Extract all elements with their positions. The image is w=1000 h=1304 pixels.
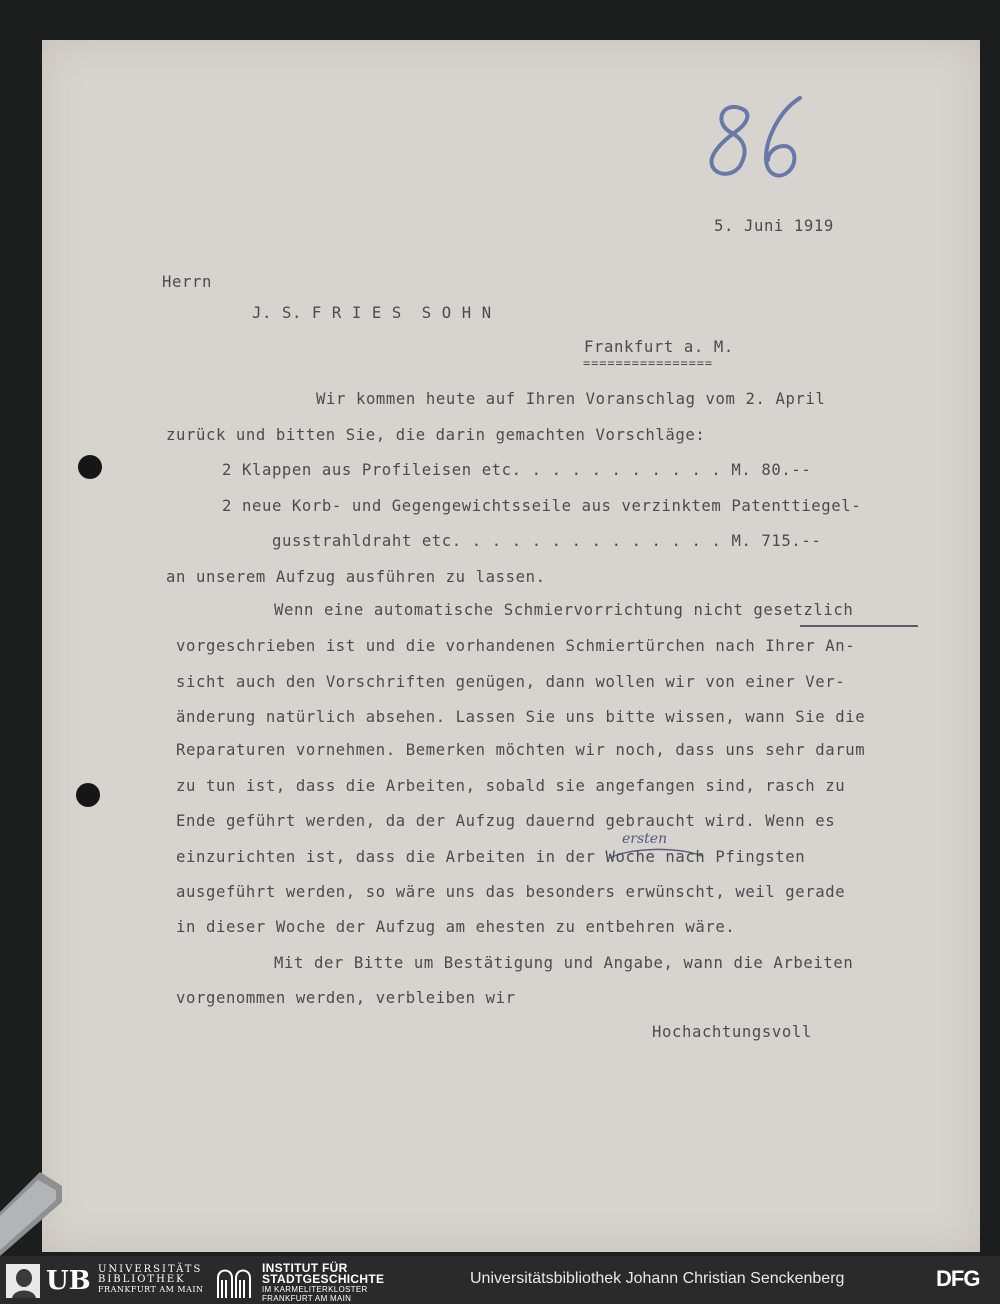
closing-phrase: Hochachtungsvoll <box>652 1023 812 1041</box>
isg-logo[interactable] <box>214 1261 399 1303</box>
footer-bar <box>0 1256 1000 1304</box>
handwritten-insert: ersten <box>622 831 668 847</box>
salutation: Herrn <box>162 273 212 291</box>
item-line-2: 2 neue Korb- und Gegengewichtsseile aus verzinktem Patenttiegel- <box>222 497 862 515</box>
punch-hole-bottom <box>76 783 100 807</box>
body-line-5: vorgeschrieben ist und die vorhandenen Schmiertürchen nach Ihrer An- <box>176 637 856 655</box>
ub-logo[interactable] <box>6 1264 206 1298</box>
isg-name: INSTITUT FÜR STADTGESCHICHTE IM KARMELITERKLOSTER FRANKFURT AM MAIN <box>262 1261 385 1303</box>
scanner-clip <box>0 1172 70 1256</box>
body-line-2: zurück und bitten Sie, die darin gemachten Vorschläge: <box>166 426 706 444</box>
underline-mark <box>800 625 918 627</box>
body-line-14: Mit der Bitte um Bestätigung und Angabe, wann die Arbeiten <box>274 954 854 972</box>
recipient-place: Frankfurt a. M. <box>584 338 734 356</box>
body-line-9: zu tun ist, dass die Arbeiten, sobald sie angefangen sind, rasch zu <box>176 777 846 795</box>
body-line-11: einzurichten ist, dass die Arbeiten in der Woche nach Pfingsten <box>176 848 806 866</box>
body-line-8: Reparaturen vornehmen. Bemerken möchten wir noch, dass uns sehr darum <box>176 741 866 759</box>
dfg-logo[interactable]: DFG <box>936 1266 980 1291</box>
arch-columns-icon <box>214 1264 254 1298</box>
body-line-3: an unserem Aufzug ausführen zu lassen. <box>166 568 546 586</box>
body-line-10: Ende geführt werden, da der Aufzug dauernd gebraucht wird. Wenn es <box>176 812 836 830</box>
body-line-12: ausgeführt werden, so wäre uns das besonders erwünscht, weil gerade <box>176 883 846 901</box>
item-line-3: gusstrahldraht etc. . . . . . . . . . . . . . M. 715.-- <box>272 532 822 550</box>
item-line-1: 2 Klappen aus Profileisen etc. . . . . . . . . . . M. 80.-- <box>222 461 812 479</box>
recipient-name: J. S. F R I E S S O H N <box>252 304 492 322</box>
ub-name: UNIVERSITÄTS BIBLIOTHEK FRANKFURT AM MAIN <box>98 1264 204 1294</box>
body-line-1: Wir kommen heute auf Ihren Voranschlag vom 2. April <box>316 390 826 408</box>
goethe-portrait-icon <box>6 1264 40 1298</box>
body-line-15: vorgenommen werden, verbleiben wir <box>176 989 516 1007</box>
body-line-6: sicht auch den Vorschriften genügen, dann wollen wir von einer Ver- <box>176 673 846 691</box>
letter-date: 5. Juni 1919 <box>714 217 834 235</box>
place-underline: ================ <box>583 356 713 370</box>
punch-hole-top <box>78 455 102 479</box>
ub-letters: UB <box>46 1266 91 1296</box>
library-name: Universitätsbibliothek Johann Christian Senckenberg <box>470 1270 845 1287</box>
body-line-4: Wenn eine automatische Schmiervorrichtung nicht gesetzlich <box>274 601 854 619</box>
folio-number-handwritten <box>700 90 820 190</box>
body-line-13: in dieser Woche der Aufzug am ehesten zu entbehren wäre. <box>176 918 736 936</box>
body-line-7: änderung natürlich absehen. Lassen Sie uns bitte wissen, wann Sie die <box>176 708 866 726</box>
